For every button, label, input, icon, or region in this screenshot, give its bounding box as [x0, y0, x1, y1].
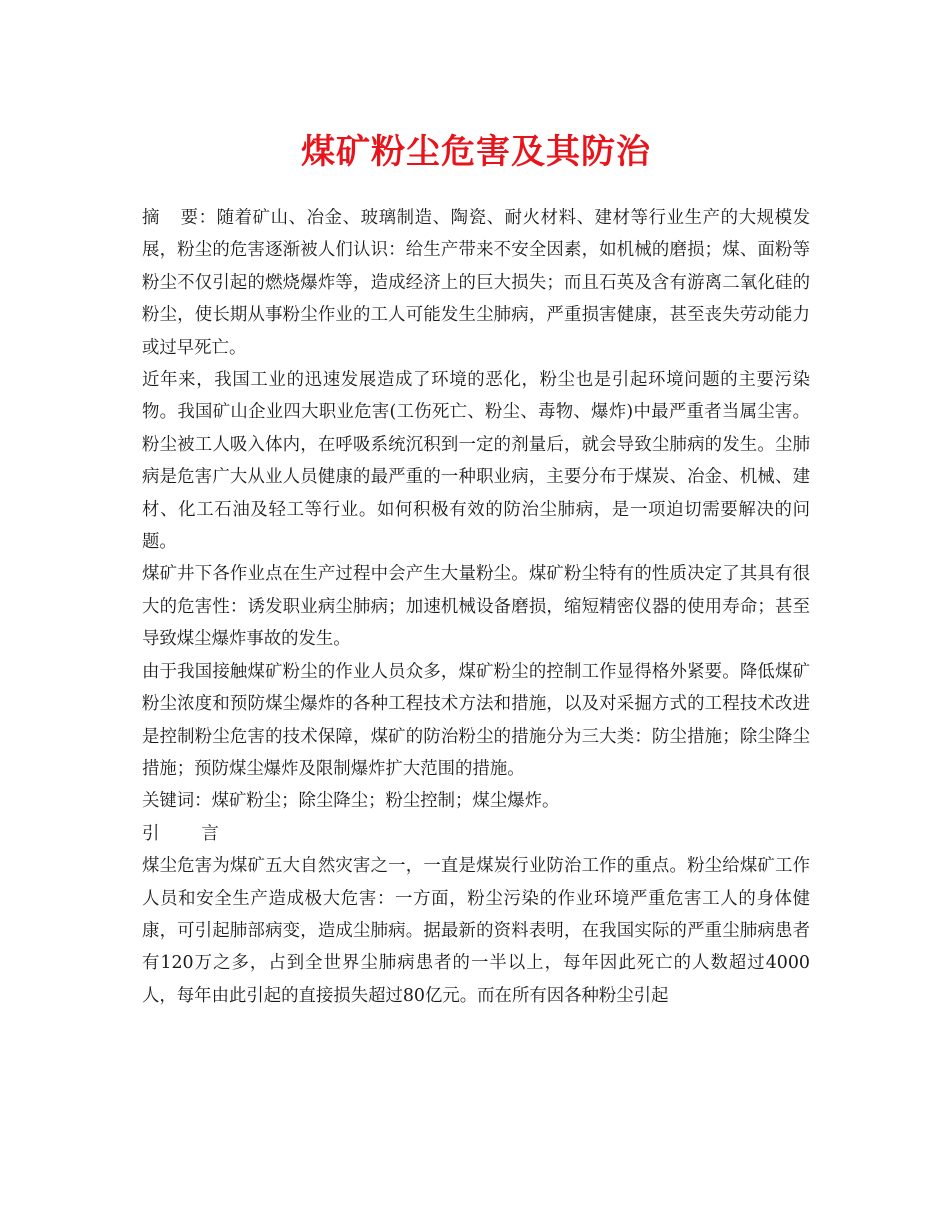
intro-heading-right: 言: [201, 823, 219, 844]
abstract-paragraph: [142, 202, 810, 364]
abstract-label-left: 摘: [142, 208, 160, 228]
body-paragraph-2: 煤矿井下各作业点在生产过程中会产生大量粉尘。煤矿粉尘特有的性质决定了其具有很大的危害性：诱发职业病尘肺病；加速机械设备磨损，缩短精密仪器的使用寿命；甚至导致煤尘爆炸事故的发生。: [142, 564, 810, 650]
document-title: 煤矿粉尘危害及其防治: [301, 132, 651, 172]
body-paragraph-1: 近年来，我国工业的迅速发展造成了环境的恶化，粉尘也是引起环境问题的主要污染物。我国矿山企业四大职业危害(工伤死亡、粉尘、毒物、爆炸)中最严重者当属尘害。粉尘被工人吸入体内，在呼吸系统沉积到一定的剂量后，就会导致尘肺病的发生。尘肺病是危害广大从业人员健康的最严重的一种职业病，主要分布于煤炭、冶金、机械、建材、化工石油及轻工等行业。如何积极有效的防治尘肺病，是一项迫切需要解决的问题。: [142, 370, 810, 553]
intro-heading: [142, 818, 810, 850]
document-body: [142, 202, 810, 1012]
document-page: [142, 0, 810, 1012]
intro-paragraph: 煤尘危害为煤矿五大自然灾害之一，一直是煤炭行业防治工作的重点。粉尘给煤矿工作人员和安全生产造成极大危害：一方面，粉尘污染的作业环境严重危害工人的身体健康，可引起肺部病变，造成尘肺病。据最新的资料表明，在我国实际的严重尘肺病患者有120万之多，占到全世界尘肺病患者的一半以上，每年因此死亡的人数超过4000人，每年由此引起的直接损失超过80亿元。而在所有因各种粉尘引起: [142, 856, 810, 1006]
intro-heading-left: 引: [142, 823, 160, 844]
body-paragraph-3: 由于我国接触煤矿粉尘的作业人员众多，煤矿粉尘的控制工作显得格外紧要。降低煤矿粉尘浓度和预防煤尘爆炸的各种工程技术方法和措施，以及对采掘方式的工程技术改进是控制粉尘危害的技术保障，煤矿的防治粉尘的措施分为三大类：防尘措施；除尘降尘措施；预防煤尘爆炸及限制爆炸扩大范围的措施。: [142, 661, 810, 779]
abstract-text: 随着矿山、冶金、玻璃制造、陶瓷、耐火材料、建材等行业生产的大规模发展，粉尘的危害逐渐被人们认识：给生产带来不安全因素，如机械的磨损；煤、面粉等粉尘不仅引起的燃烧爆炸等，造成经济上的巨大损失；而且石英及含有游离二氧化硅的粉尘，使长期从事粉尘作业的工人可能发生尘肺病，严重损害健康，甚至丧失劳动能力或过早死亡。: [142, 208, 810, 358]
keywords-line: 关键词：煤矿粉尘；除尘降尘；粉尘控制；煤尘爆炸。: [142, 791, 560, 812]
abstract-label-right: 要：: [180, 208, 217, 228]
